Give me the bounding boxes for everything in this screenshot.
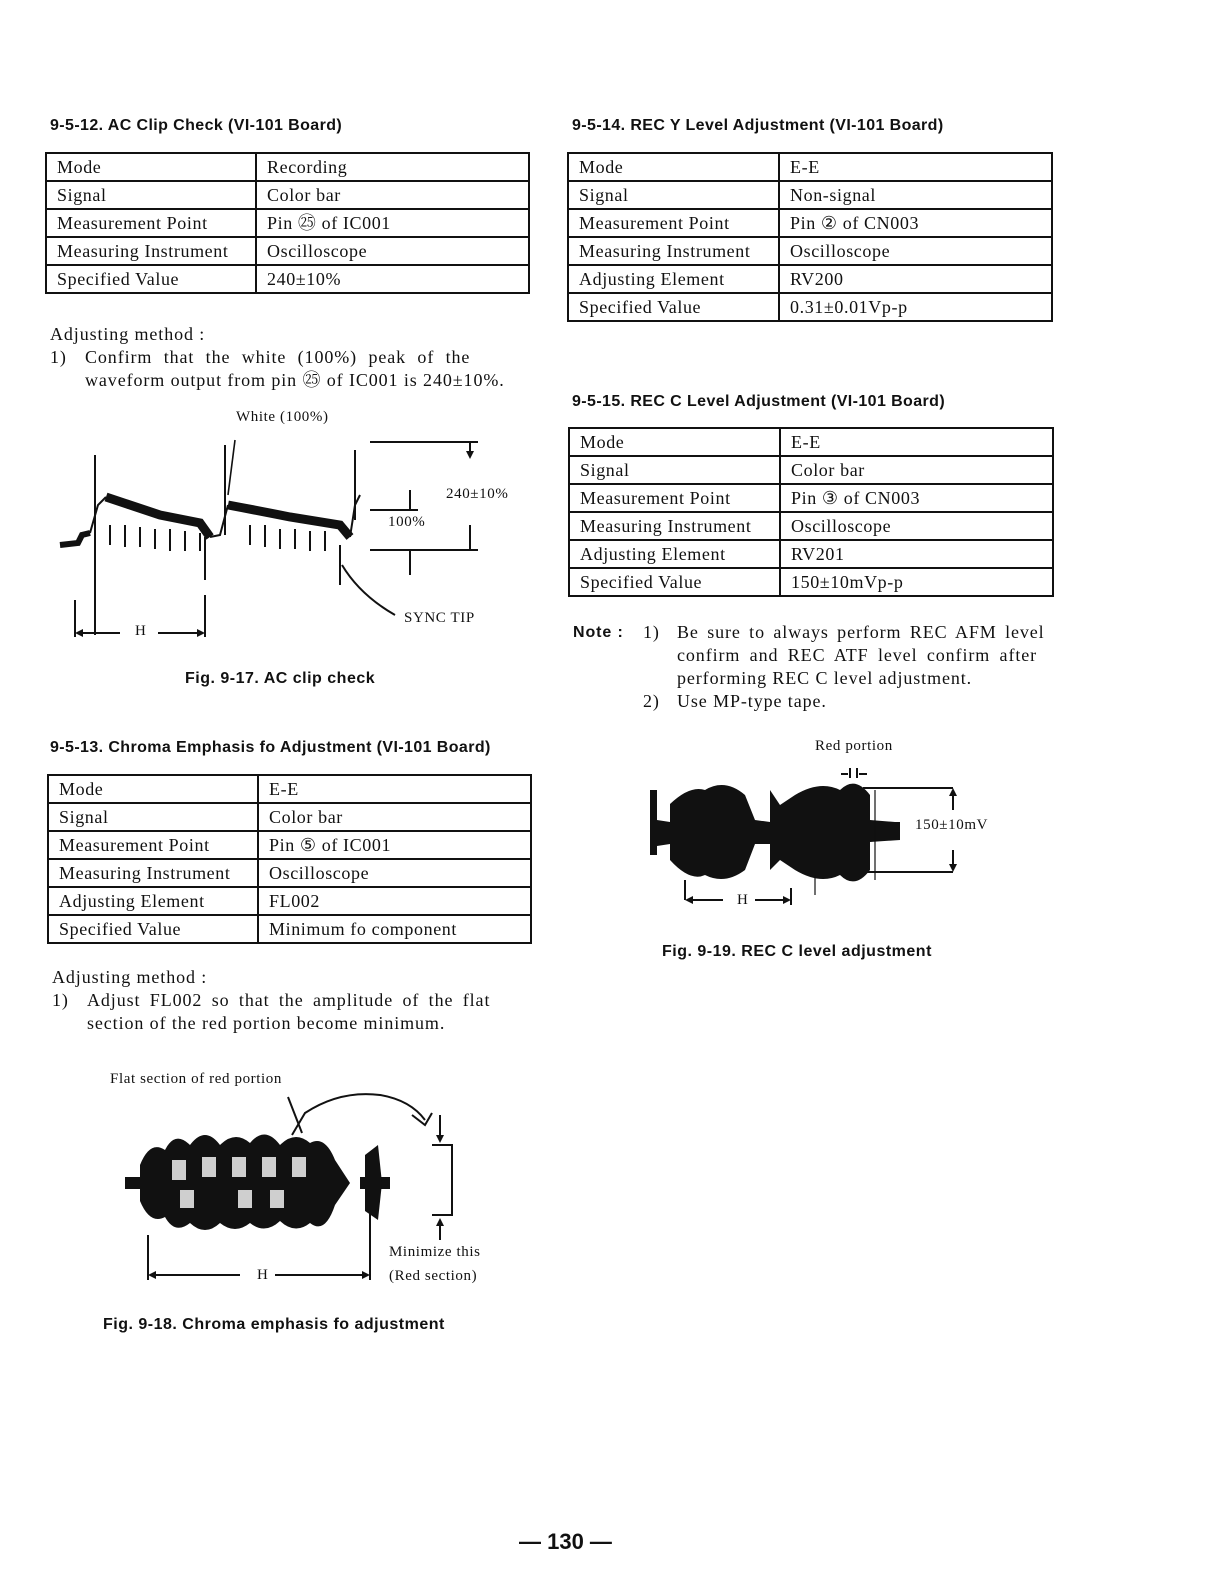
hundred-percent-label: 100% [388, 514, 426, 530]
section-9-5-12-heading: 9-5-12. AC Clip Check (VI-101 Board) [50, 117, 343, 134]
adjusting-method-label: Adjusting method : [52, 967, 208, 987]
minimize-label: Minimize this [389, 1244, 481, 1260]
row-value: Non-signal [779, 181, 1052, 209]
table-row [568, 293, 1052, 321]
row-label: Adjusting Element [569, 540, 780, 568]
table-row [48, 887, 531, 915]
h-period-label: H [257, 1267, 269, 1283]
table-row [46, 181, 529, 209]
note-1-line-2: confirm and REC ATF level confirm after [677, 645, 1038, 665]
row-label: Mode [569, 428, 780, 456]
note-1-line-3: performing REC C level adjustment. [677, 668, 973, 688]
row-value: RV201 [780, 540, 1053, 568]
row-value: Recording [256, 153, 529, 181]
h-period-label: H [737, 892, 749, 908]
row-value: Pin ③ of CN003 [780, 484, 1053, 512]
row-value: 0.31±0.01Vp-p [779, 293, 1052, 321]
section-9-5-13-heading: 9-5-13. Chroma Emphasis fo Adjustment (VI-101 Board) [50, 739, 491, 756]
table-row [46, 237, 529, 265]
red-portion-label: Red portion [815, 738, 893, 754]
fig-9-17-caption: Fig. 9-17. AC clip check [185, 670, 376, 687]
white-100-label: White (100%) [236, 409, 329, 425]
row-value: E-E [258, 775, 531, 803]
note-label: Note : [573, 624, 624, 641]
row-label: Measurement Point [568, 209, 779, 237]
row-value: Minimum fo component [258, 915, 531, 943]
row-label: Mode [46, 153, 256, 181]
row-value: Oscilloscope [258, 859, 531, 887]
note-1-number: 1) [643, 622, 660, 642]
row-label: Measuring Instrument [46, 237, 256, 265]
row-value: Pin ② of CN003 [779, 209, 1052, 237]
table-row [569, 428, 1053, 456]
row-label: Measuring Instrument [48, 859, 258, 887]
row-label: Measurement Point [48, 831, 258, 859]
row-label: Adjusting Element [48, 887, 258, 915]
row-value: Pin ⑤ of IC001 [258, 831, 531, 859]
row-label: Adjusting Element [568, 265, 779, 293]
step-text-line-1: Adjust FL002 so that the amplitude of the flat [87, 990, 491, 1010]
table-row [568, 265, 1052, 293]
step-number: 1) [50, 347, 67, 367]
note-2-line-1: Use MP-type tape. [677, 691, 827, 711]
table-row [569, 484, 1053, 512]
flat-section-label: Flat section of red portion [110, 1071, 283, 1087]
table-row [569, 512, 1053, 540]
row-label: Specified Value [46, 265, 256, 293]
table-row [48, 803, 531, 831]
row-label: Mode [568, 153, 779, 181]
row-label: Specified Value [568, 293, 779, 321]
step-text-line-1: Confirm that the white (100%) peak of the [85, 347, 471, 367]
table-row [48, 775, 531, 803]
row-value: Color bar [258, 803, 531, 831]
rec-c-level-spec-table [568, 427, 1054, 597]
row-label: Specified Value [48, 915, 258, 943]
note-1-line-1: Be sure to always perform REC AFM level [677, 622, 1045, 642]
table-row [48, 859, 531, 887]
range-240-label: 240±10% [446, 486, 509, 502]
step-text-line-2: section of the red portion become minimum. [87, 1013, 446, 1033]
row-label: Signal [48, 803, 258, 831]
row-value: E-E [780, 428, 1053, 456]
table-row [568, 153, 1052, 181]
table-row [568, 181, 1052, 209]
step-number: 1) [52, 990, 69, 1010]
fig-9-18-caption: Fig. 9-18. Chroma emphasis fo adjustment [103, 1316, 445, 1333]
section-9-5-15-heading: 9-5-15. REC C Level Adjustment (VI-101 Board) [572, 393, 946, 410]
rec-c-level-waveform [645, 760, 985, 910]
row-label: Measurement Point [569, 484, 780, 512]
level-150-label: 150±10mV [915, 817, 989, 833]
ac-clip-spec-table [45, 152, 530, 294]
h-period-label: H [135, 623, 147, 639]
row-value: Color bar [256, 181, 529, 209]
table-row [569, 568, 1053, 596]
red-section-label: (Red section) [389, 1268, 478, 1284]
rec-y-level-spec-table [567, 152, 1053, 322]
row-label: Measurement Point [46, 209, 256, 237]
table-row [569, 456, 1053, 484]
fig-9-19-caption: Fig. 9-19. REC C level adjustment [662, 943, 932, 960]
row-value: E-E [779, 153, 1052, 181]
section-9-5-14-heading: 9-5-14. REC Y Level Adjustment (VI-101 Board) [572, 117, 944, 134]
row-label: Measuring Instrument [568, 237, 779, 265]
row-label: Measuring Instrument [569, 512, 780, 540]
row-value: RV200 [779, 265, 1052, 293]
step-text-line-2: waveform output from pin ㉕ of IC001 is 240±10%. [85, 370, 505, 390]
note-2-number: 2) [643, 691, 660, 711]
table-row [568, 237, 1052, 265]
row-value: Color bar [780, 456, 1053, 484]
row-value: FL002 [258, 887, 531, 915]
row-label: Signal [46, 181, 256, 209]
table-row [46, 153, 529, 181]
row-value: Oscilloscope [779, 237, 1052, 265]
row-value: Oscilloscope [780, 512, 1053, 540]
table-row [48, 915, 531, 943]
row-label: Mode [48, 775, 258, 803]
row-value: 240±10% [256, 265, 529, 293]
row-label: Specified Value [569, 568, 780, 596]
adjusting-method-label: Adjusting method : [50, 324, 206, 344]
table-row [46, 209, 529, 237]
row-value: Pin ㉕ of IC001 [256, 209, 529, 237]
table-row [568, 209, 1052, 237]
table-row [569, 540, 1053, 568]
row-value: 150±10mVp-p [780, 568, 1053, 596]
sync-tip-label: SYNC TIP [404, 610, 475, 626]
table-row [46, 265, 529, 293]
row-label: Signal [569, 456, 780, 484]
row-label: Signal [568, 181, 779, 209]
page-number: — 130 — [519, 1529, 612, 1554]
chroma-emphasis-spec-table [47, 774, 532, 944]
row-value: Oscilloscope [256, 237, 529, 265]
table-row [48, 831, 531, 859]
